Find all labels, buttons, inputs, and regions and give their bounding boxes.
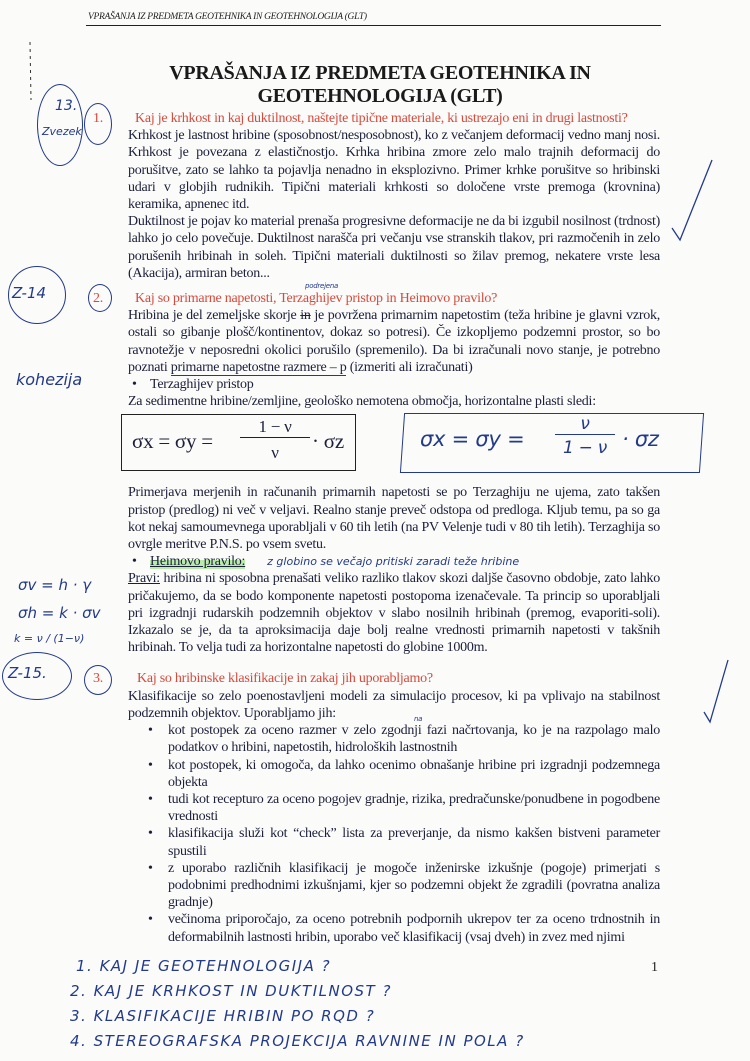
handwritten-formula-lhs: σx = σy =	[420, 427, 525, 452]
note-k: k = ν / (1−ν)	[14, 632, 85, 645]
paragraph: Krhkost je lastnost hribine (sposobnost/nesposobnost), ko z večanjem deformacij vedno manj nosi. Krhkost je povezana z elastičnostjo. Krhka hribina zmore zelo malo trajnih deformacij do porušitve, zato se lahko ta pojavlja nenadno in eksplozivno. Primer krhke porušitve so hribinski udari v globjih rudnikih. Tipični materiali krhkosti so določene vrste premoga (krovnina) keramika, apnenec itd.	[128, 128, 660, 213]
handwritten-question: 2. KAJ JE KRHKOST IN DUKTILNOST ?	[70, 981, 392, 1000]
title-line-2: GEOTEHNOLOGIJA (GLT)	[257, 85, 503, 107]
running-header: VPRAŠANJA IZ PREDMETA GEOTEHNIKA IN GEOTEHNOLOGIJA (GLT)	[88, 12, 367, 22]
handwritten-formula-numerator: ν	[555, 414, 615, 435]
note-z15: Z-15.	[8, 664, 47, 682]
paragraph: Za sedimentne hribine/zemljine, geološko nemotena območja, horizontalne plasti sledi:	[128, 394, 596, 410]
bullet-terzaghi: • Terzaghijev pristop	[128, 376, 660, 393]
question-number-2: 2.	[93, 291, 103, 307]
text: (izmeriti ali izračunati)	[346, 359, 473, 375]
list-item: • tudi kot recepturo za oceno pogojev gradnje, rizika, predračunske/ponudbene in pogodbene vrednosti	[168, 791, 660, 825]
note-z14: Z-14	[12, 284, 47, 302]
question-2-text: Kaj so primarne napetosti, Terzaghijev pristop in Heimovo pravilo?	[135, 291, 498, 307]
question-3-text: Kaj so hribinske klasifikacije in zakaj jih uporabljamo?	[137, 671, 433, 687]
formula-lhs: σx = σy =	[132, 429, 213, 454]
text: Pravi:	[128, 571, 160, 587]
note-na: na	[414, 715, 423, 724]
list-item-text: kot postopek za oceno razmer v zelo zgodnji fazi načrtovanja, ko je na razpolago malo podatkov o hribini, napetostih, hidroloških lastnostnih	[168, 723, 660, 756]
text: Hribina je del zemeljske skorje	[128, 308, 301, 324]
handwritten-question: 3. KLASIFIKACIJE HRIBIN PO RQD ?	[70, 1006, 376, 1025]
list-item: • z uporabo različnih klasifikacij je mogoče inženirske izkušnje (pogoje) primerjati s podobnimi predhodnimi izkušnjami, kjer so podzemni objekt že zgradili (povratna analiza gradnje)	[168, 860, 660, 912]
question-1-text: Kaj je krhkost in kaj duktilnost, naštejte tipične materiale, ki ustrezajo eni in drugi lastnosti?	[135, 111, 628, 126]
title-line-1: VPRAŠANJA IZ PREDMETA GEOTEHNIKA IN	[169, 62, 591, 84]
note-pristop: podrejena	[305, 282, 339, 291]
handwritten-formula-rhs: · σz	[622, 427, 659, 452]
note-sigma-h: σh = k · σv	[18, 604, 101, 622]
note-zvezek: Zvezek	[42, 125, 82, 138]
handwritten-formula-denominator: 1 − ν	[562, 438, 608, 459]
formula-rhs: · σz	[312, 429, 344, 454]
question-number-3: 3.	[93, 671, 103, 687]
list-item: • kot postopek, ki omogoča, da lahko ocenimo obnašanje hribine pri izgradnji podzemnega objekta	[168, 757, 660, 791]
struck-text: in	[300, 308, 311, 324]
list-item: • večinoma priporočajo, za oceno potrebnih podpornih ukrepov ter za oceno trdnostnih in deformabilnih lastnosti hribin, uporabo več klasifikacij (vsaj dveh) in zvez med njimi	[168, 911, 660, 945]
question-number-1: 1.	[93, 111, 103, 126]
page-number: 1	[651, 960, 658, 975]
text: je povržena primarnim napetostim (teža hribine je glavni vzrok, ostali so gibanje plošč/kontinentov, dokaz so potresi). Če izkopljemo podzemni prostor, so bo ravnotežje v neposredni okolici porušilo (spremenilo). Da bi izračunali novo stanje, je potrebno poznati	[128, 308, 660, 375]
handwritten-question: 4. STEREOGRAFSKA PROJEKCIJA RAVNINE IN POLA ?	[70, 1031, 525, 1050]
paragraph: Primerjava merjenih in računanih primarnih napetosti se po Terzaghiju ne ujema, zato takšen pristop (predlog) ni več v veljavi. Realno stanje preveč odstopa od predloga. Kljub temu, pa so ga kot nekaj samoumevnega uporabljali v 60 tih letih (na PV Velenje tudi v 80 tih letih). Terzaghija so ovrgle meritve P.N.S. po vsem svetu.	[128, 485, 660, 553]
list-item: • klasifikacija služi kot “check” lista za preverjanje, da nismo kakšen bistveni parameter spustili	[168, 825, 660, 859]
note-heim: z globino se večajo pritiski zaradi teže hribine	[267, 555, 520, 569]
margin-mark	[30, 42, 31, 100]
handwritten-question: 1. KAJ JE GEOTEHNOLOGIJA ?	[76, 956, 332, 975]
check-mark-icon	[704, 660, 728, 722]
heim-label: Heimovo pravilo:	[150, 554, 246, 570]
note-kohezija: kohezija	[16, 370, 83, 389]
underlined-text: primarne napetostne razmere – p	[170, 359, 347, 375]
check-mark-icon	[672, 160, 712, 240]
formula-numerator: 1 − ν	[240, 417, 310, 438]
note-sigma-v: σv = h · γ	[18, 576, 92, 594]
note-13: 13.	[55, 98, 78, 114]
formula-denominator: ν	[271, 443, 279, 463]
paragraph: Duktilnost je pojav ko material prenaša progresivne deformacije ne da bi izgubil nosilnost (trdnost) lahko jo celo povečuje. Duktilnost narašča pri večanju vse stranskih tlakov, pri razmočenih in zelo porušenih hribinah in soleh. Tipični materiali duktilnosti so žilav premog, nekatere vrste lesa (Akacija), armiran beton...	[128, 214, 660, 281]
text: hribina ni sposobna prenašati veliko razliko tlakov skozi daljše časovno obdobje, zato lahko pričakujemo, da se bodo komponente napetosti postopoma izenačevale. Ta princip so uporabljali pri izgradnji rudarskih podzemnih objektov v slabo nosilnih hribinah (premog, evaporiti-soli). Izkazalo se je, da ta aproksimacija daje bolj realne vrednosti primarnih napetosti v takšnih hribinah. To velja tudi za horizontalne napetosti do globine 1000m.	[128, 571, 660, 656]
paragraph: Klasifikacije so zelo poenostavljeni modeli za simulacijo procesov, ki pa vplivajo na stabilnost podzemnih objektov. Uporabljamo jih:	[128, 688, 660, 721]
